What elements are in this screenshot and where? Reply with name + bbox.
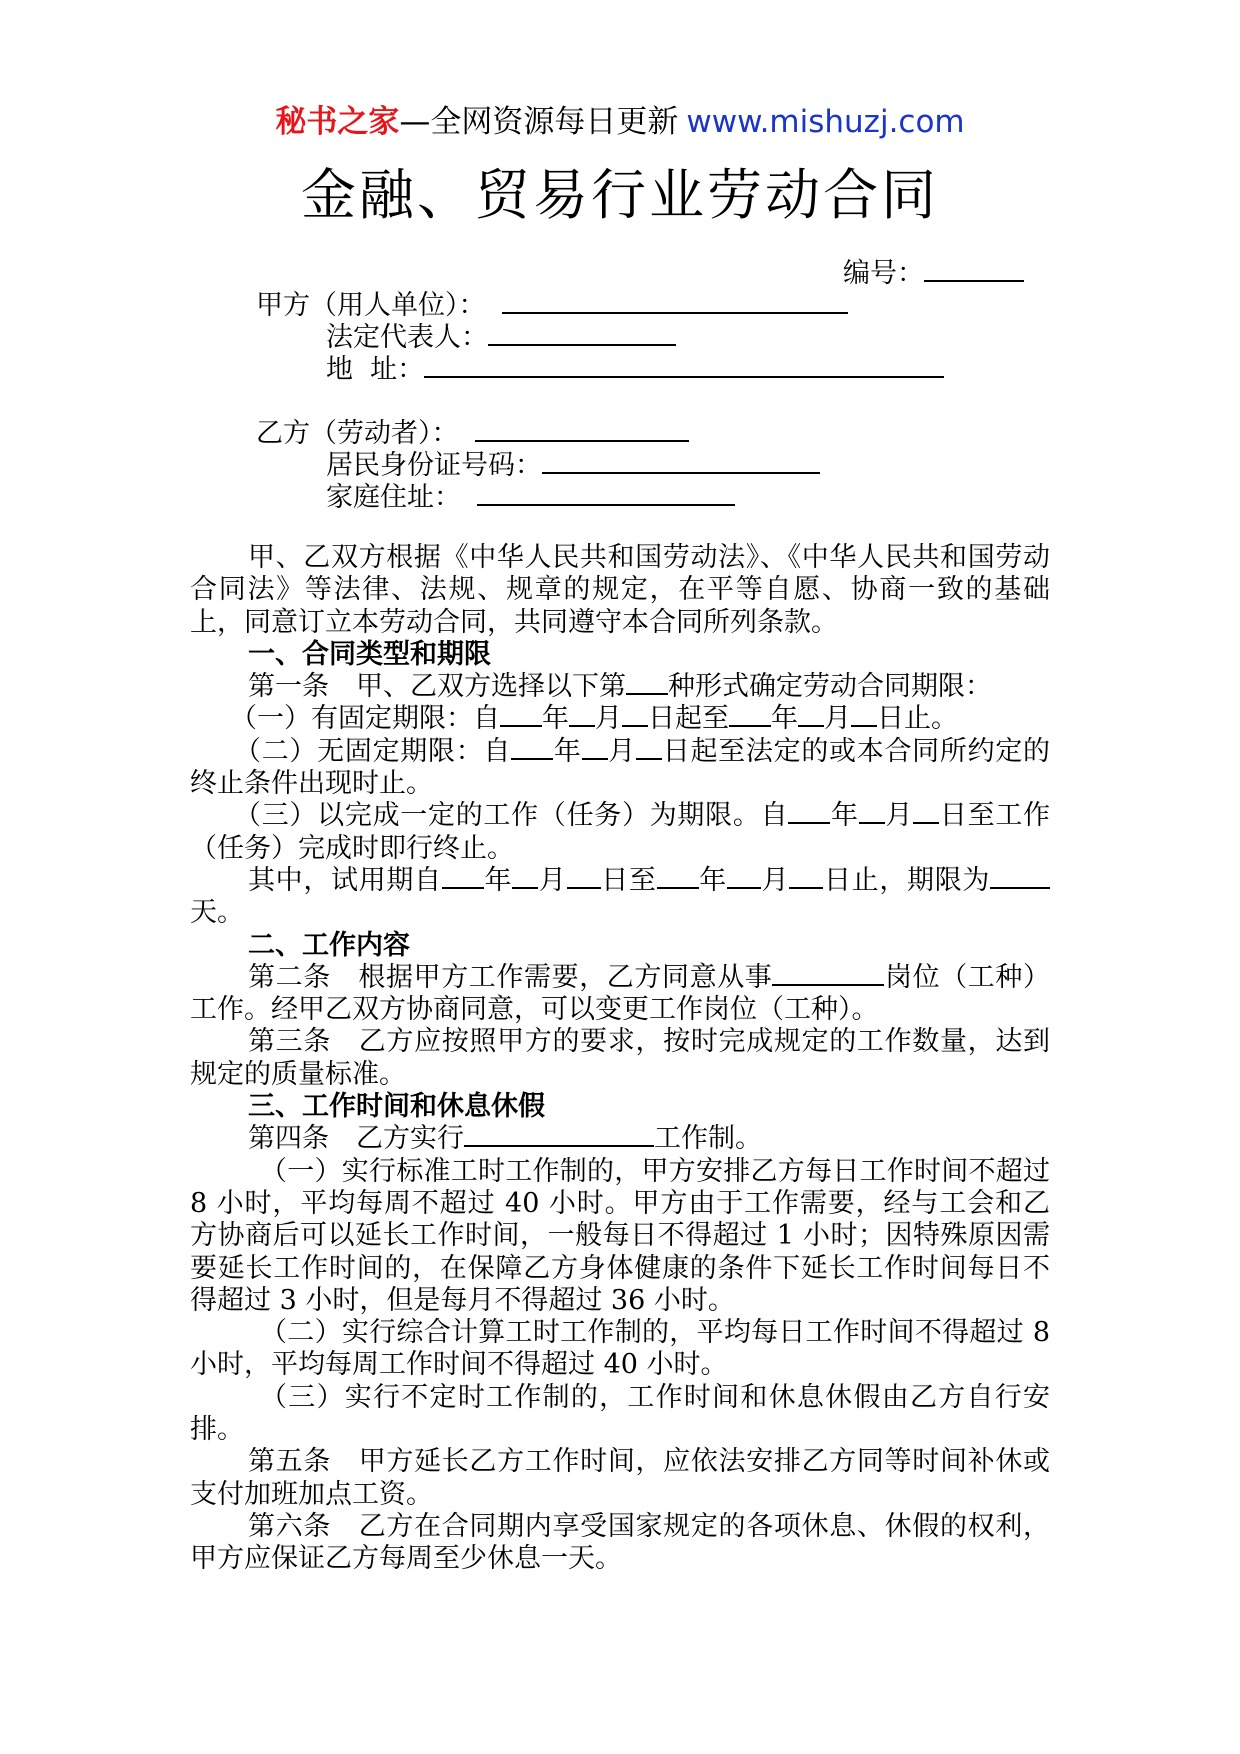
section-3-heading: 三、工作时间和休息休假 [248,1091,545,1123]
probation-clause: 其中，试用期自 年 月 日至 年 月 日止，期限为天。 [190,865,1050,930]
article-4-item-1: （一）实行标准工时工作制的，甲方安排乙方每日工作时间不超过 8 小时，平均每周不超过 40 小时。甲方由于工作需要，经与工会和乙方协商后可以延长工作时间，一般每日不得超过 1 小时；因特殊原因需要延长工作时间的，在保障乙方身体健康的条件下延长工作时间每日不得超过 3 小时，但是每月不得超过 36 小时。 [190,1155,1050,1316]
party-b-label: 乙方（劳动者）： [256,418,459,449]
party-a-addr-blank[interactable] [424,350,944,378]
banner-slogan: —全网资源每日更新 [399,104,679,140]
serial-label: 编号： [843,258,924,289]
option-2: （二）无固定期限：自 年 月 日起至法定的或本合同所约定的终止条件出现时止。 [190,735,1051,800]
work-system-blank[interactable] [464,1123,654,1147]
site-banner [0,100,1240,144]
party-a-addr-field [326,350,944,386]
party-b-home-field [326,478,735,514]
article-4-item-3: （三）实行不定时工作制的，工作时间和休息休假由乙方自行安排。 [190,1381,1050,1446]
banner-brand: 秘书之家 [275,104,400,140]
party-b-home-label: 家庭住址： [326,482,461,513]
article-1: 第一条 甲、乙双方选择以下第 种形式确定劳动合同期限： [248,671,992,703]
section-1-heading: 一、合同类型和期限 [248,638,491,670]
article-4: 第四条 乙方实行 工作制。 [248,1123,762,1155]
article-5: 第五条 甲方延长乙方工作时间，应依法安排乙方同等时间补休或支付加班加点工资。 [190,1446,1050,1510]
party-b-id-label: 居民身份证号码： [326,450,542,481]
serial-blank[interactable] [924,254,1024,282]
party-a-blank[interactable] [502,286,848,314]
article-4-item-2: （二）实行综合计算工时工作制的，平均每日工作时间不得超过 8 小时，平均每周工作时间不得超过 40 小时。 [190,1317,1050,1381]
article-6: 第六条 乙方在合同期内享受国家规定的各项休息、休假的权利，甲方应保证乙方每周至少休息一天。 [190,1510,1050,1575]
party-a-addr-label: 地 址： [326,354,425,385]
party-a-rep-field [326,318,676,354]
party-a-rep-blank[interactable] [488,318,676,346]
option-1: （一）有固定期限：自 年 月 日起至 年 月 日止。 [230,703,958,735]
banner-site-url[interactable]: www.mishuzj.com [686,104,965,140]
party-b-field [256,414,689,450]
party-a-rep-label: 法定代表人： [326,322,488,353]
serial-field [843,254,1024,290]
post-blank[interactable] [772,962,884,986]
document-title: 金融、贸易行业劳动合同 [300,163,939,227]
option-3: （三）以完成一定的工作（任务）为期限。自 年 月 日至工作（任务）完成时即行终止。 [190,800,1051,864]
probation-days-blank[interactable] [990,865,1050,889]
party-a-field [256,286,848,322]
party-b-blank[interactable] [475,414,689,442]
contract-body [190,542,1050,1576]
intro-paragraph: 甲、乙双方根据《中华人民共和国劳动法》、《中华人民共和国劳动合同法》等法律、法规、规章的规定，在平等自愿、协商一致的基础上，同意订立本劳动合同，共同遵守本合同所列条款。 [190,542,1050,638]
party-b-id-blank[interactable] [542,446,820,474]
form-number-blank[interactable] [626,671,668,695]
section-2-heading: 二、工作内容 [248,929,410,961]
party-b-home-blank[interactable] [477,478,735,506]
party-a-label: 甲方（用人单位）： [256,290,486,321]
article-3: 第三条 乙方应按照甲方的要求，按时完成规定的工作数量，达到规定的质量标准。 [190,1026,1050,1090]
party-b-id-field [326,446,820,482]
article-2: 第二条 根据甲方工作需要，乙方同意从事 岗位（工种）工作。经甲乙双方协商同意，可以变更工作岗位（工种）。 [190,961,1051,1026]
